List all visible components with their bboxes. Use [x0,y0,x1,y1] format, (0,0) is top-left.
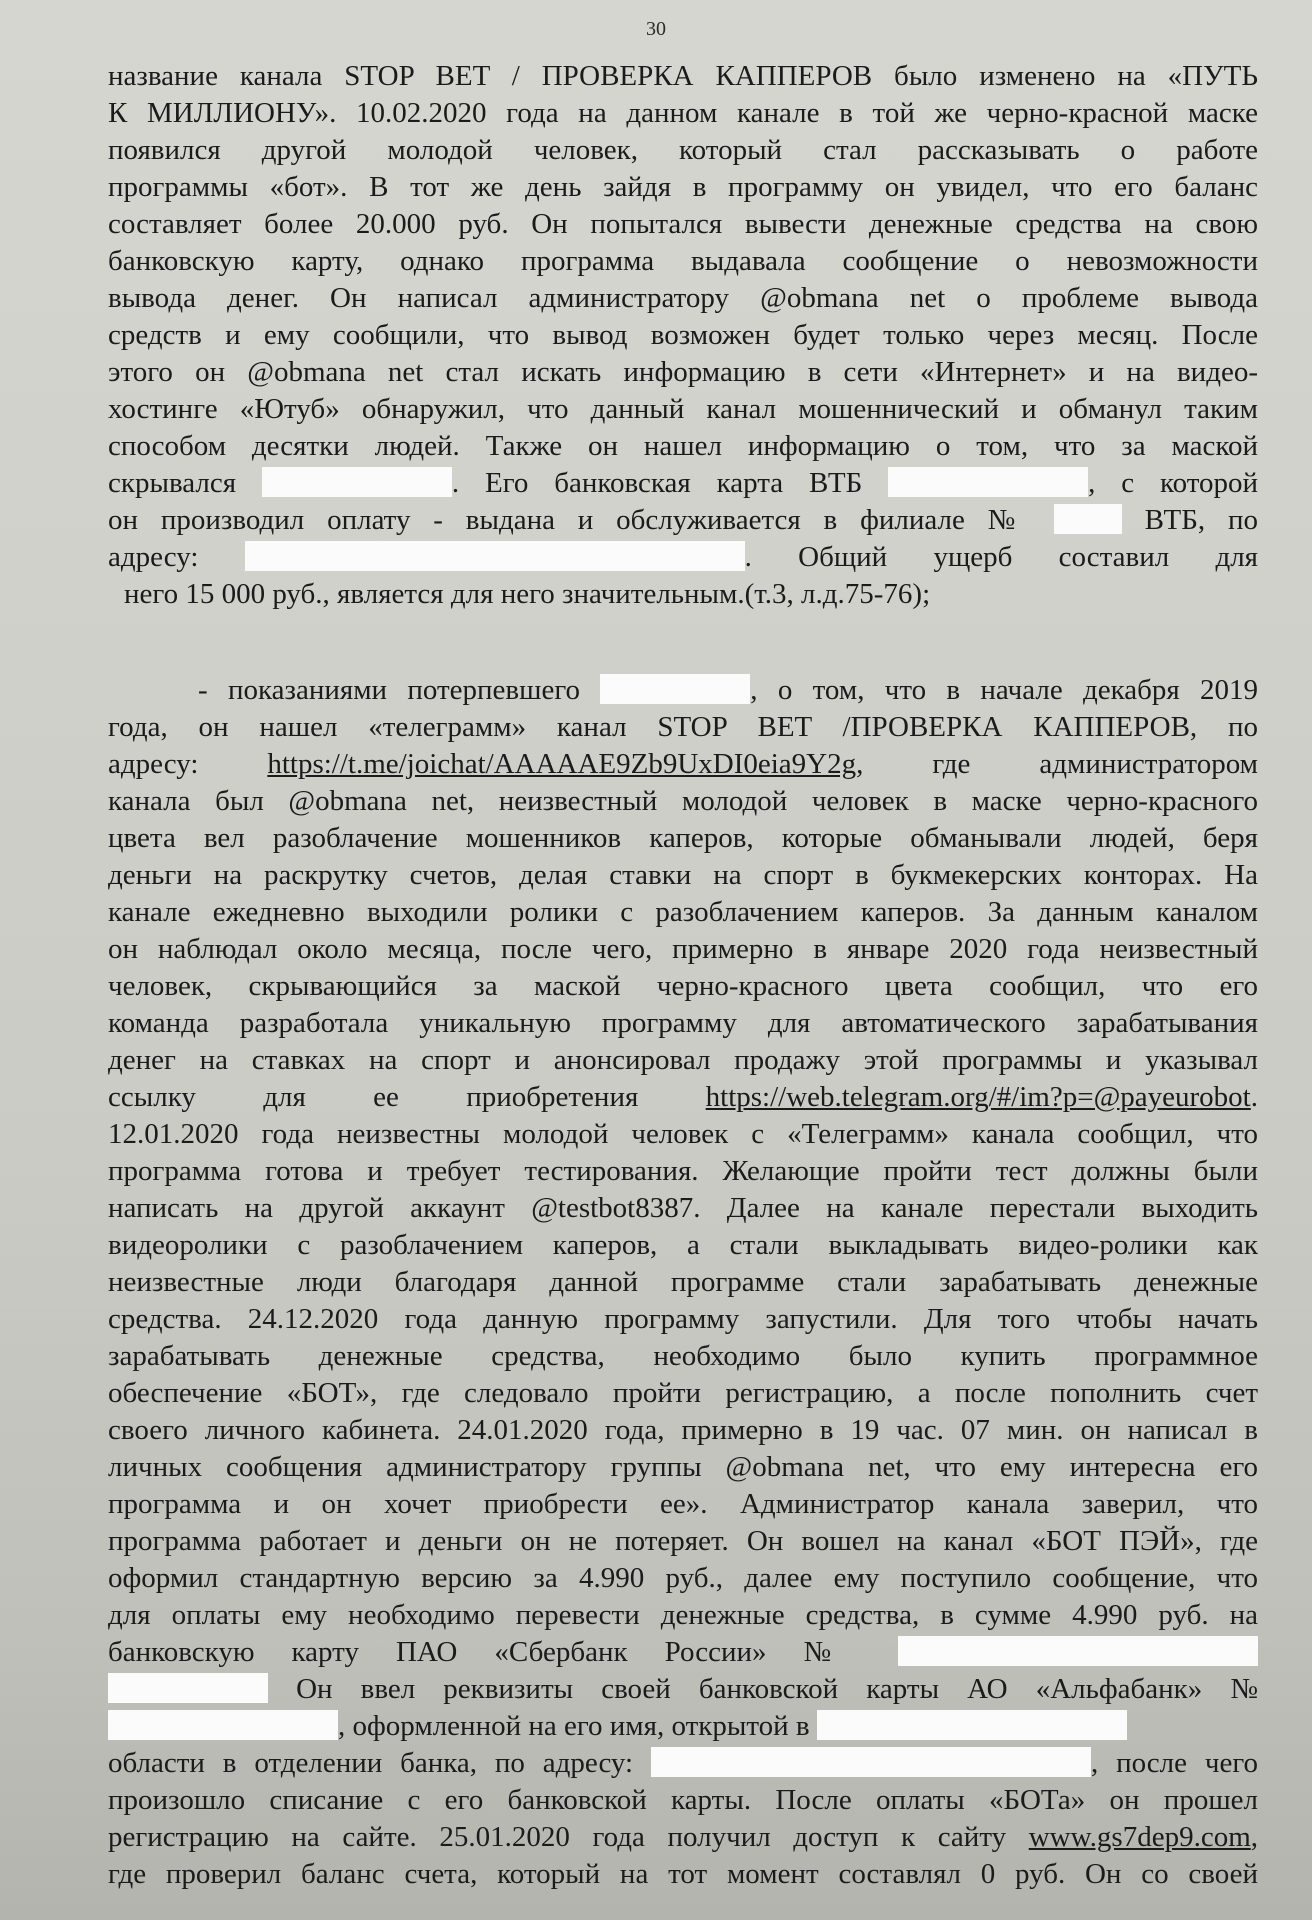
text-line: он наблюдал около месяца, после чего, примерно в январе 2020 года неизвестный [108,933,1258,965]
text-line: К МИЛЛИОНУ». 10.02.2020 года на данном канале в той же черно-красной маске [108,97,1258,129]
text-line: оформил стандартную версию за 4.990 руб., далее ему поступило сообщение, что [108,1562,1258,1594]
text-line [108,1671,1258,1708]
text-line: него 15 000 руб., является для него значительным.(т.3, л.д.75-76); [124,578,931,610]
text-line: составляет более 20.000 руб. Он попытался вывести денежные средства на свою [108,208,1258,240]
text-line: средств и ему сообщили, что вывод возможен будет только через месяц. После [108,319,1258,351]
text-line: программа и он хочет приобрести ее». Администратор канала заверил, что [108,1488,1258,1520]
text-fragment: , [1250,1821,1258,1853]
text-line: произошло списание с его банковской карты. После оплаты «БОТа» он прошел [108,1784,1258,1816]
text-line: своего личного кабинета. 24.01.2020 года, примерно в 19 час. 07 мин. он написал в [108,1414,1258,1446]
telegram-bot-link[interactable]: https://web.telegram.org/#/im?p=@payeurobot [705,1081,1251,1113]
text-line: программа работает и деньги он не потеряет. Он вошел на канал «БОТ ПЭЙ», где [108,1525,1258,1557]
redaction-box [1054,504,1122,534]
text-line [108,672,1258,709]
text-line: человек, скрывающийся за маской черно-красного цвета сообщил, что его [108,970,1258,1002]
text-line: хостинге «Ютуб» обнаружил, что данный канал мошеннический и обманул таким [108,393,1258,425]
text-fragment: , с которой [1088,467,1259,499]
text-line: способом десятки людей. Также он нашел информацию о том, что за маской [108,430,1258,462]
text-line: канале ежедневно выходили ролики с разоблачением каперов. За данным каналом [108,896,1258,928]
text-fragment: адресу: [108,541,199,573]
text-fragment: , после чего [1090,1747,1258,1779]
text-fragment: регистрацию на сайте. 25.01.2020 года получил доступ к сайту [108,1821,1007,1853]
document-body [108,58,1258,1893]
text-line: банковскую карту, однако программа выдавала сообщение о невозможности [108,245,1258,277]
redaction-box [888,467,1088,497]
text-line: обеспечение «БОТ», где следовало пройти регистрацию, а после пополнить счет [108,1377,1258,1409]
text-line [108,539,1258,576]
paragraph-gap [108,613,1258,672]
text-line: года, он нашел «телеграмм» канал STOP BET /ПРОВЕРКА КАППЕРОВ, по [108,711,1258,743]
text-fragment: , где администратором [856,748,1258,780]
text-line: написать на другой аккаунт @testbot8387. Далее на канале перестали выходить [108,1192,1258,1224]
text-line: видеоролики с разоблачением каперов, а стали выкладывать видео-ролики как [108,1229,1258,1261]
website-link[interactable]: www.gs7dep9.com [1028,1821,1251,1853]
text-line [108,1708,1258,1745]
text-line: название канала STOP BET / ПРОВЕРКА КАППЕРОВ было изменено на «ПУТЬ [108,60,1258,92]
text-line [108,746,1258,783]
text-line [108,465,1258,502]
text-line [108,1745,1258,1782]
redaction-box [898,1636,1258,1666]
text-fragment: . [1250,1081,1258,1113]
redaction-box [651,1747,1091,1777]
text-fragment: банковскую карту ПАО «Сбербанк России» № [108,1636,861,1668]
text-line: средства. 24.12.2020 года данную программу запустили. Для того чтобы начать [108,1303,1258,1335]
text-line: 12.01.2020 года неизвестны молодой человек с «Телеграмм» канала сообщил, что [108,1118,1258,1150]
text-line: денег на ставках на спорт и анонсировал продажу этой программы и указывал [108,1044,1258,1076]
text-line [108,1819,1258,1856]
text-fragment: скрывался [108,467,237,499]
redaction-box [245,541,745,571]
redaction-box [108,1710,338,1740]
text-line: программа готова и требует тестирования. Желающие пройти тест должны были [108,1155,1258,1187]
text-line [108,502,1258,539]
text-fragment: . Его банковская карта ВТБ [451,467,863,499]
text-line [108,1079,1258,1116]
text-fragment: . Общий ущерб составил для [744,541,1259,573]
text-line: программы «бот». В тот же день зайдя в программу он увидел, что его баланс [108,171,1258,203]
text-line: неизвестные люди благодаря данной программе стали зарабатывать денежные [108,1266,1258,1298]
text-fragment: , о том, что в начале декабря 2019 [750,674,1259,706]
text-line: личных сообщения администратору группы @obmana net, что ему интересна его [108,1451,1258,1483]
redaction-box [262,467,452,497]
text-line: для оплаты ему необходимо перевести денежные средства, в сумме 4.990 руб. на [108,1599,1258,1631]
text-line: цвета вел разоблачение мошенников каперов, которые обманывали людей, беря [108,822,1258,854]
text-line: деньги на раскрутку счетов, делая ставки на спорт в букмекерских конторах. На [108,859,1258,891]
text-fragment: ссылку для ее приобретения [108,1081,639,1113]
redaction-box [600,674,750,704]
text-line: вывода денег. Он написал администратору @obmana net о проблеме вывода [108,282,1258,314]
text-line: канала был @obmana net, неизвестный молодой человек в маске черно-красного [108,785,1258,817]
text-line [108,1634,1258,1671]
text-fragment: - показаниями потерпевшего [198,674,580,706]
text-fragment: он производил оплату - выдана и обслуживается в филиале № [108,504,1031,536]
text-fragment: области в отделении банка, по адресу: [108,1747,634,1779]
text-line: команда разработала уникальную программу для автоматического зарабатывания [108,1007,1258,1039]
text-fragment: адресу: [108,748,199,780]
redaction-box [108,1673,268,1703]
text-fragment: ВТБ, по [1144,504,1259,536]
telegram-channel-link[interactable]: https://t.me/joichat/AAAAAE9Zb9UxDI0eia9Y2g [267,748,857,780]
redaction-box [817,1710,1127,1740]
text-line: появился другой молодой человек, который стал рассказывать о работе [108,134,1258,166]
page-number: 30 [646,18,666,40]
text-fragment: Он ввел реквизиты своей банковской карты АО «Альфабанк» № [296,1673,1258,1705]
text-fragment: , оформленной на его имя, открытой в [338,1710,810,1742]
text-line: где проверил баланс счета, который на тот момент составлял 0 руб. Он со своей [108,1858,1258,1890]
text-line: этого он @obmana net стал искать информацию в сети «Интернет» и на видео- [108,356,1258,388]
text-line: зарабатывать денежные средства, необходимо было купить программное [108,1340,1258,1372]
